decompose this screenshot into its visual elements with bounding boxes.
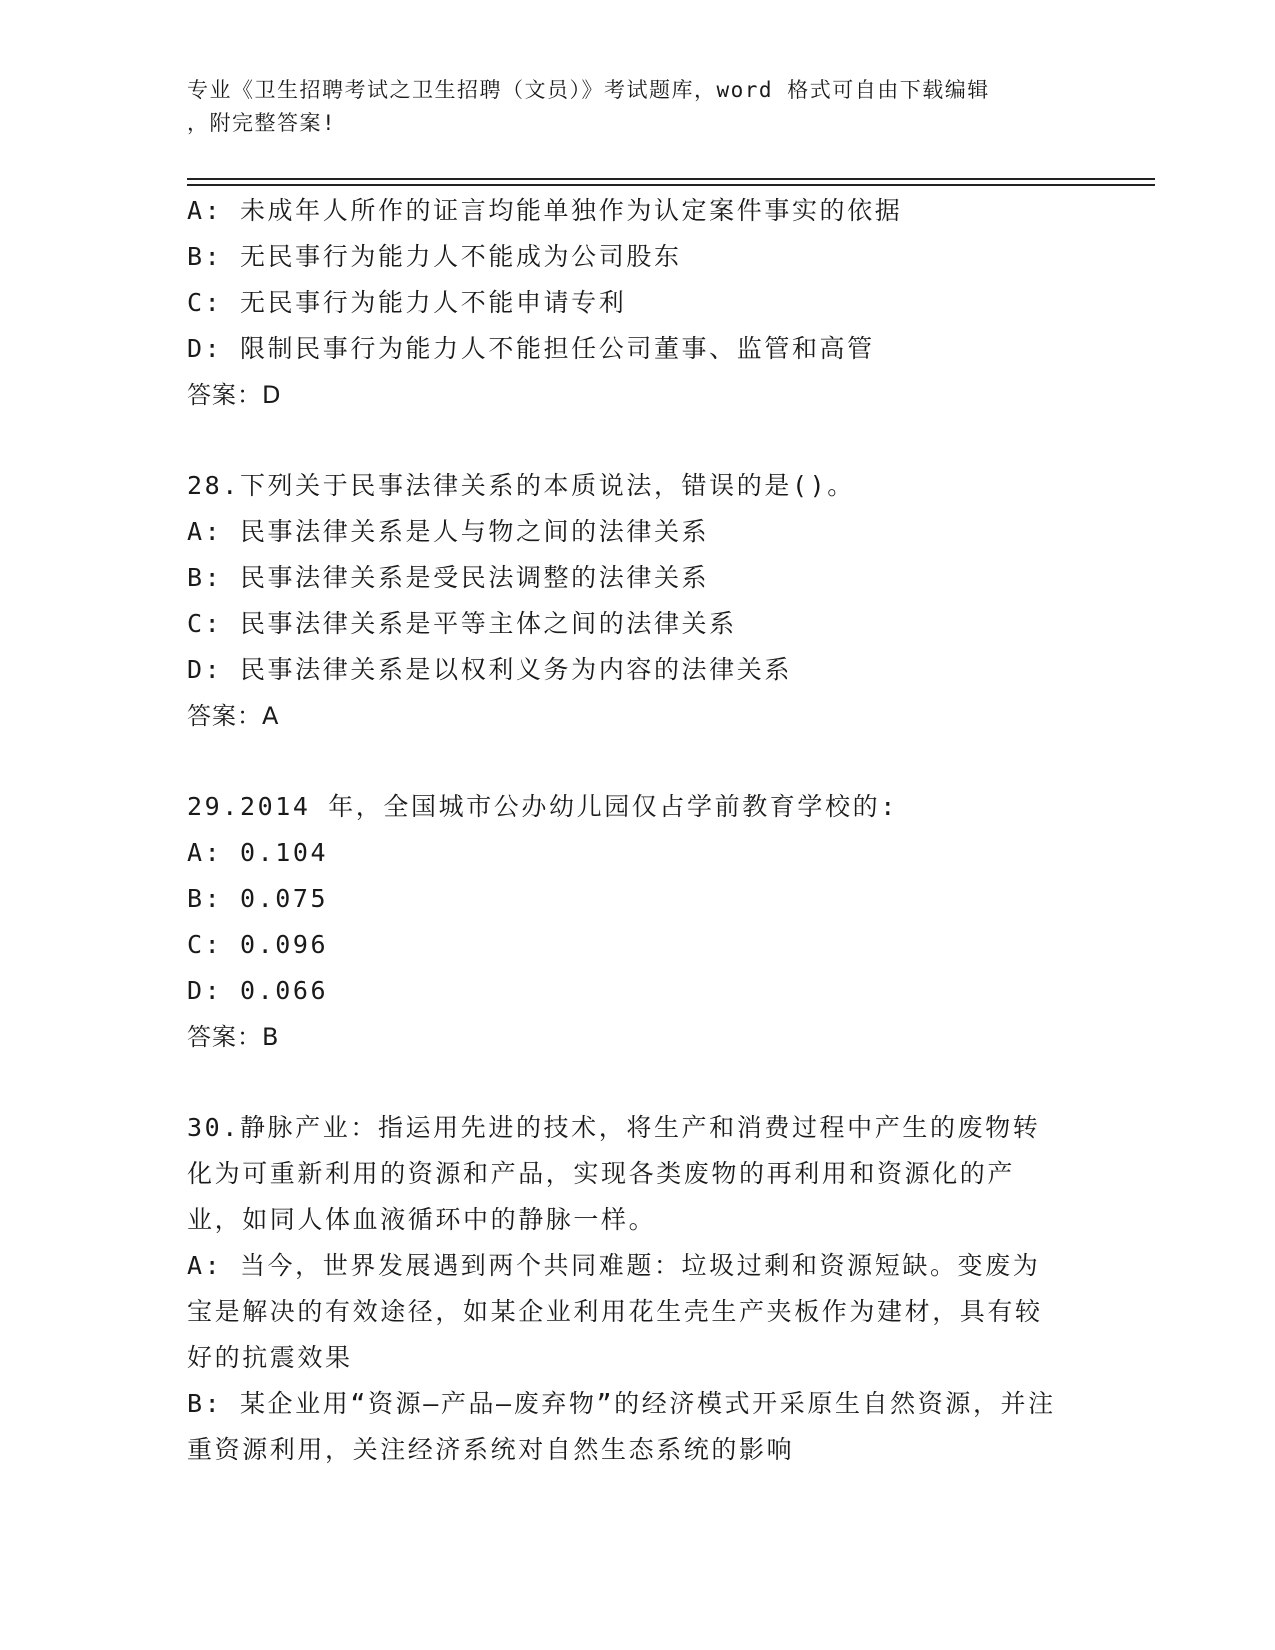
q28-option-b: B: 民事法律关系是受民法调整的法律关系 [187,563,710,592]
question-29-block [187,784,1087,1060]
q29-option-d: D: 0.066 [187,976,329,1005]
q27-option-a: A: 未成年人所作的证言均能单独作为认定案件事实的依据 [187,196,903,225]
q30-question: 30.静脉产业：指运用先进的技术，将生产和消费过程中产生的废物转化为可重新利用的资源和产品，实现各类废物的再利用和资源化的产业，如同人体血液循环中的静脉一样。 [187,1113,1041,1234]
header-divider-top [187,178,1155,180]
q28-option-c: C: 民事法律关系是平等主体之间的法律关系 [187,609,737,638]
header-divider-bottom [187,184,1155,186]
q27-answer: 答案：D [187,381,282,409]
question-30-block [187,1105,1087,1473]
document-header [187,74,1067,140]
q28-option-a: A: 民事法律关系是人与物之间的法律关系 [187,517,710,546]
spacer [187,739,1087,784]
q27-option-d: D: 限制民事行为能力人不能担任公司董事、监管和高管 [187,334,875,363]
q27-option-b: B: 无民事行为能力人不能成为公司股东 [187,242,682,271]
q30-option-a: A: 当今，世界发展遇到两个共同难题：垃圾过剩和资源短缺。变废为宝是解决的有效途径，如某企业利用花生壳生产夹板作为建材，具有较好的抗震效果 [187,1251,1043,1372]
header-line-1: 专业《卫生招聘考试之卫生招聘（文员）》考试题库，word 格式可自由下载编辑 [187,78,990,102]
q29-answer: 答案：B [187,1023,280,1051]
q29-option-b: B: 0.075 [187,884,329,913]
question-28-block [187,463,1087,739]
q28-option-d: D: 民事法律关系是以权利义务为内容的法律关系 [187,655,792,684]
q29-option-a: A: 0.104 [187,838,329,867]
header-line-2: ，附完整答案! [187,111,337,135]
q29-question: 29.2014 年，全国城市公办幼儿园仅占学前教育学校的: [187,792,898,821]
q28-question: 28.下列关于民事法律关系的本质说法，错误的是()。 [187,471,855,500]
q27-option-c: C: 无民事行为能力人不能申请专利 [187,288,627,317]
spacer [187,1060,1087,1105]
q30-option-b: B: 某企业用“资源—产品—废弃物”的经济模式开采原生自然资源，并注重资源利用，关注经济系统对自然生态系统的影响 [187,1389,1056,1464]
q28-answer: 答案：A [187,702,280,730]
spacer [187,418,1087,463]
question-list [187,188,1087,1473]
question-27-block [187,188,1087,418]
q29-option-c: C: 0.096 [187,930,329,959]
